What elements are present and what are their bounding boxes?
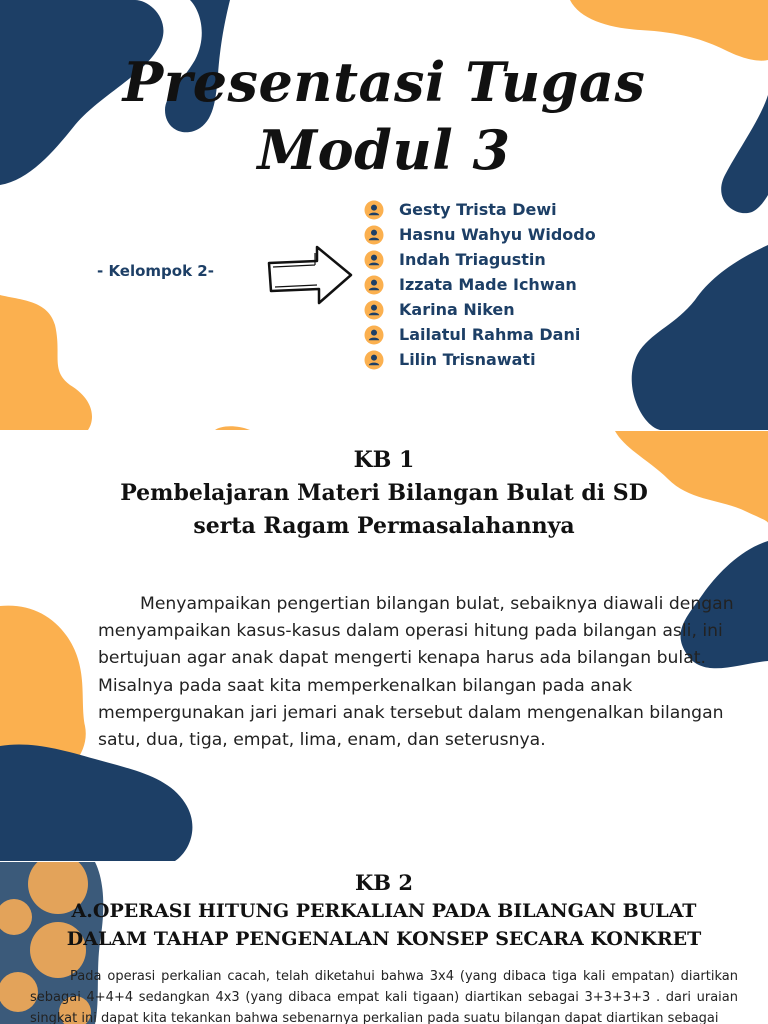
title-slide [0,0,768,430]
member-item [364,222,596,247]
presentation-title-line1: Presentasi Tugas [122,50,646,114]
member-name: Lailatul Rahma Dani [399,325,581,344]
member-name: Lilin Trisnawati [399,350,536,369]
person-circle-icon [364,325,384,345]
kb1-label: KB 1 [353,447,415,473]
member-item [364,247,596,272]
kb1-body-text: Menyampaikan pengertian bilangan bulat, sebaiknya diawali dengan menyampaikan kasus-kasus dalam operasi hitung pada bilangan asli, ini bertujuan agar anak dapat mengerti kenapa harus ada bilangan bulat. Misalnya pada saat kita memperkenalkan bilangan pada anak mempergunakan jari jemari anak tersebut dalam mengenalkan bilangan satu, dua, tiga, empat, lima, enam, dan seterusnya. [98,594,734,751]
member-name: Hasnu Wahyu Widodo [399,225,596,244]
person-circle-icon [364,250,384,270]
person-circle-icon [364,300,384,320]
person-circle-icon [364,200,384,220]
presentation-title-line2: Modul 3 [257,118,511,182]
person-circle-icon [364,275,384,295]
kb1-title-line1: Pembelajaran Materi Bilangan Bulat di SD [120,480,648,506]
member-item [364,347,596,372]
person-circle-icon [364,225,384,245]
member-name: Gesty Trista Dewi [399,200,557,219]
kb2-title-line2: DALAM TAHAP PENGENALAN KONSEP SECARA KONKRET [66,928,702,950]
member-item [364,297,596,322]
person-circle-icon [364,350,384,370]
member-name: Indah Triagustin [399,250,546,269]
member-item [364,197,596,222]
kb2-body-text: Pada operasi perkalian cacah, telah diketahui bahwa 3x4 (yang dibaca tiga kali empatan) diartikan sebagai 4+4+4 sedangkan 4x3 (yang dibaca empat kali tigaan) diartikan sebagai 3+3+3+3 . dari uraian singkat ini dapat kita tekankan bahwa sebenarnya perkalian pada suatu bilangan dapat diartikan sebagai [30,969,738,1024]
kb2-label: KB 2 [355,870,413,895]
kb2-slide [0,862,768,1024]
member-list [364,197,596,372]
member-item [364,322,596,347]
member-item [364,272,596,297]
member-name: Karina Niken [399,300,515,319]
group-label: - Kelompok 2- [97,262,214,280]
hand-drawn-right-arrow-icon [265,243,355,307]
member-name: Izzata Made Ichwan [399,275,577,294]
kb1-slide [0,431,768,861]
kb1-title-line2: serta Ragam Permasalahannya [193,513,575,539]
kb2-title-line1: A.OPERASI HITUNG PERKALIAN PADA BILANGAN BULAT [71,900,697,922]
